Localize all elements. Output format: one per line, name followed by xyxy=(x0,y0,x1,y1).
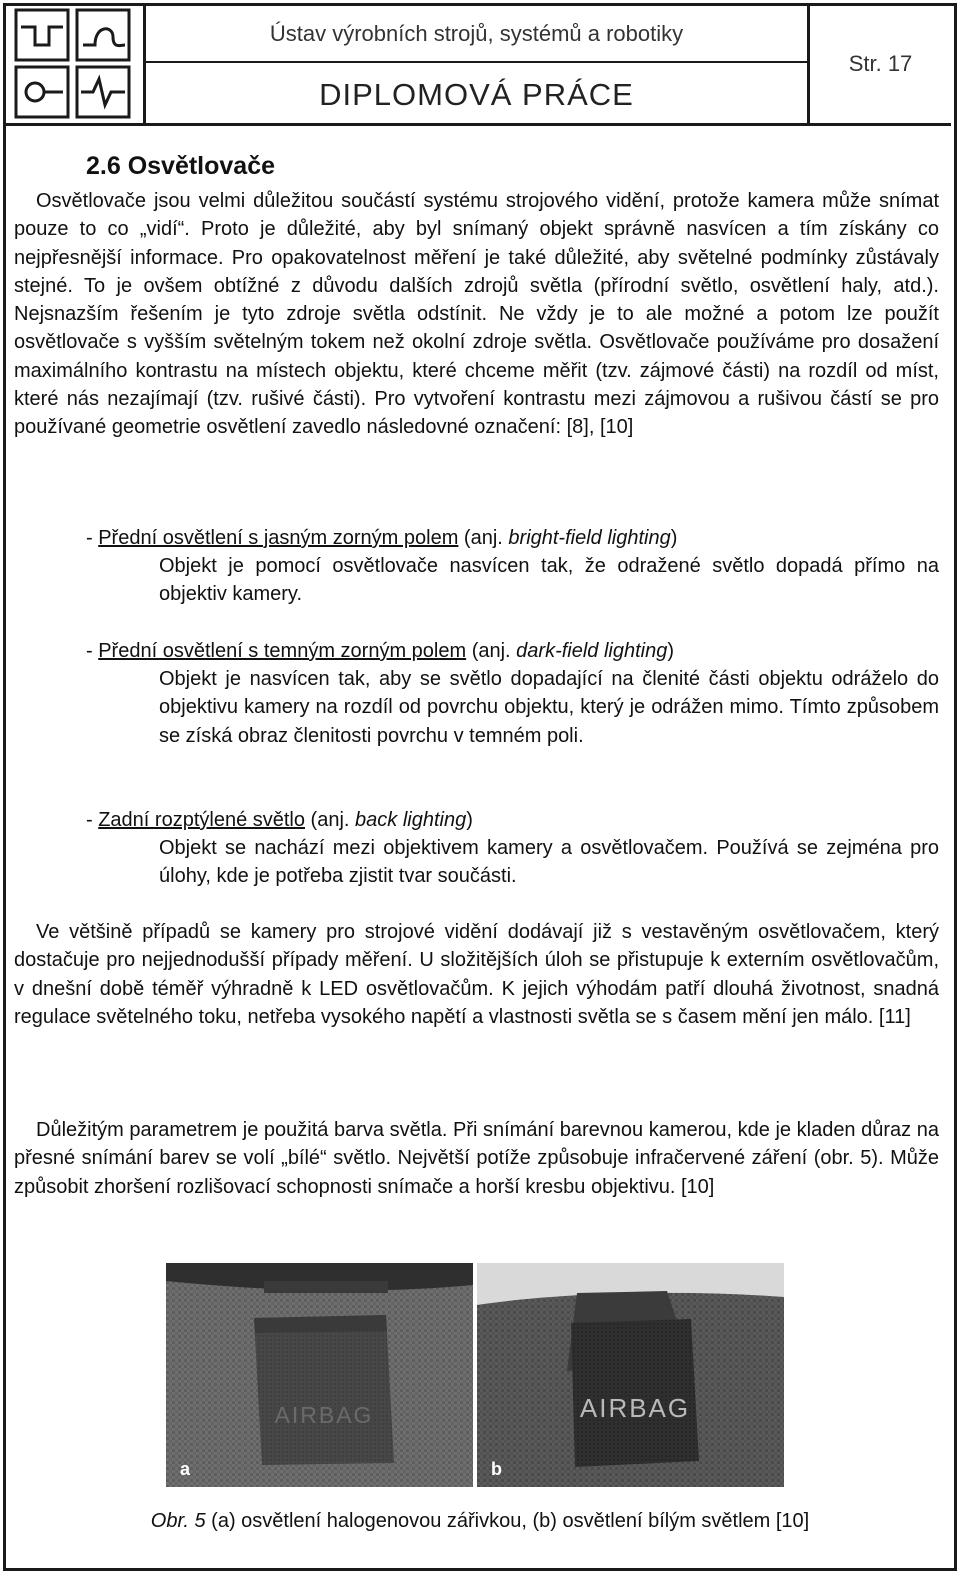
lighting-type-title: - Zadní rozptýlené světlo (anj. back lighting) xyxy=(86,809,473,831)
english-term: dark-field lighting xyxy=(516,640,668,662)
caption-text: (a) osvětlení halogenovou zářivkou, (b) osvětlení bílým světlem [10] xyxy=(205,1510,810,1532)
panel-letter: a xyxy=(180,1459,191,1479)
institute-name: Ústav výrobních strojů, systémů a robotiky xyxy=(269,21,684,46)
lighting-type-name: Zadní rozptýlené světlo xyxy=(98,809,305,831)
figure-number: Obr. 5 xyxy=(150,1510,206,1532)
figure-caption xyxy=(0,1510,960,1533)
page-header xyxy=(3,3,951,126)
english-term: back lighting xyxy=(355,809,467,831)
section-heading: 2.6 Osvětlovače xyxy=(86,152,276,180)
photo-white-lighting xyxy=(477,1263,784,1487)
tag-label-text: AIRBAG xyxy=(274,1402,374,1428)
lighting-type-name: Přední osvětlení s jasným zorným polem xyxy=(98,527,459,549)
lighting-type-description: Objekt je pomocí osvětlovače nasvícen tak, že odražené světlo dopadá přímo na objektiv kamery. xyxy=(159,555,939,606)
intro-paragraph: Osvětlovače jsou velmi důležitou součástí systému strojového vidění, protože kamera může snímat pouze to co „vidí“. Proto je důležité, aby byl snímaný objekt správně nasvícen a tím získány co nejpřesnější informace. Pro opakovatelnost měření je také důležité, aby světelné podmínky zůstávaly stejné. To je ovšem obtížné z důvodu dalších zdrojů světla (přírodní světlo, osvětlení haly, atd.). Nejsnazším řešením je tyto zdroje světla odstínit. Ne vždy je to ale možné a potom lze použít osvětlovače s vyšším světelným tokem než okolní zdroje světla. Osvětlovače používáme pro dosažení maximálního kontrastu na místech objektu, které chceme měřit (tzv. zájmové části) na rozdíl od míst, které nás nezajímají (tzv. rušivé části). Pro vytvoření kontrastu mezi zájmovou a rušivou částí se pro používané geometrie osvětlení zavedlo následovné označení: [8], [10] xyxy=(14,190,939,439)
figure-5 xyxy=(166,1263,784,1487)
panel-letter: b xyxy=(491,1459,502,1479)
english-term: bright-field lighting xyxy=(508,527,671,549)
lighting-type-title: - Přední osvětlení s jasným zorným polem (anj. bright-field lighting) xyxy=(86,527,678,549)
photo-halogen-lighting xyxy=(166,1263,473,1487)
body-paragraph: Ve většině případů se kamery pro strojové vidění dodávají již s vestavěným osvětlovačem, který dostačuje pro nejjednodušší případy měření. U složitějších úloh se přistupuje k externím osvětlovačům, v dnešní době téměř výhradně k LED osvětlovačům. K jejich výhodám patří dlouhá životnost, snadná regulace světelného toku, netřeba vysokého napětí a vlastnosti světla se s časem mění jen málo. [11] xyxy=(14,921,939,1028)
tag-label-text: AIRBAG xyxy=(579,1393,691,1423)
lighting-type-description: Objekt je nasvícen tak, aby se světlo dopadající na členité části objektu odráželo do objektivu kamery na rozdíl od povrchu objektu, který je odrážen mimo. Tímto způsobem se získá obraz členitosti povrchu v temném poli. xyxy=(159,668,939,747)
page-number: Str. 17 xyxy=(848,51,913,76)
lighting-type-description: Objekt se nachází mezi objektivem kamery a osvětlovačem. Používá se zejména pro úlohy, kde je potřeba zjistit tvar součásti. xyxy=(159,837,939,888)
thesis-label: DIPLOMOVÁ PRÁCE xyxy=(319,77,634,112)
body-paragraph: Důležitým parametrem je použitá barva světla. Při snímání barevnou kamerou, kde je kladen důraz na přesné snímání barev se volí „bílé“ světlo. Největší potíže způsobuje infračervené záření (obr. 5). Může způsobit zhoršení rozlišovací schopnosti snímače a horší kresbu objektivu. [10] xyxy=(14,1119,939,1198)
lighting-type-name: Přední osvětlení s temným zorným polem xyxy=(98,640,467,662)
header-divider xyxy=(146,61,807,63)
institute-logo-icon xyxy=(13,7,135,119)
lighting-type-title: - Přední osvětlení s temným zorným polem (anj. dark-field lighting) xyxy=(86,640,675,662)
